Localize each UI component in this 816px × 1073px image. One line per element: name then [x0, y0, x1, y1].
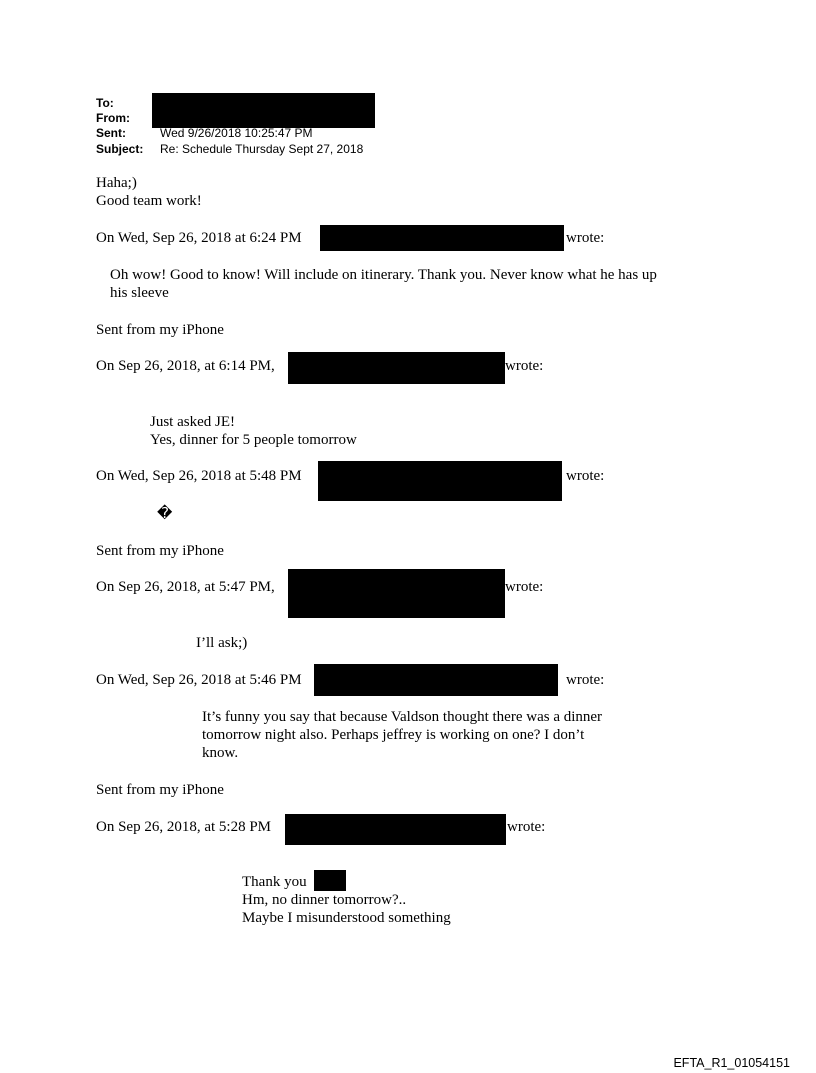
subject-value: Re: Schedule Thursday Sept 27, 2018	[160, 142, 364, 156]
quote3-glyph: �	[157, 506, 173, 522]
redaction-header	[152, 93, 375, 128]
quote2-attribution: On Sep 26, 2018, at 6:14 PM,	[96, 358, 275, 374]
quote6-line-1: Thank you	[242, 874, 307, 890]
quote5-line-3: know.	[202, 745, 239, 761]
reply-line-1: Haha;)	[96, 175, 137, 191]
quote5-line-2: tomorrow night also. Perhaps jeffrey is working on one? I don’t	[202, 727, 585, 743]
quote6-attribution: On Sep 26, 2018, at 5:28 PM	[96, 819, 272, 835]
quote4-attribution: On Sep 26, 2018, at 5:47 PM,	[96, 579, 275, 595]
quote2-line-1: Just asked JE!	[150, 414, 235, 430]
quote5-wrote: wrote:	[566, 672, 605, 688]
quote6-line-3: Maybe I misunderstood something	[242, 910, 451, 926]
reply-line-2: Good team work!	[96, 193, 202, 209]
sent-value: Wed 9/26/2018 10:25:47 PM	[160, 126, 313, 140]
to-label: To:	[96, 96, 114, 110]
quote3-wrote: wrote:	[566, 468, 605, 484]
redaction-q1	[320, 225, 564, 251]
sent-label: Sent:	[96, 126, 126, 140]
quote6-line-2: Hm, no dinner tomorrow?..	[242, 892, 407, 908]
quote1-wrote: wrote:	[566, 230, 605, 246]
from-label: From:	[96, 111, 130, 125]
redaction-q6	[285, 814, 506, 845]
document-id: EFTA_R1_01054151	[673, 1056, 790, 1070]
signature-1: Sent from my iPhone	[96, 322, 224, 338]
subject-label: Subject:	[96, 142, 144, 156]
redaction-q3	[318, 461, 562, 501]
quote5-attribution: On Wed, Sep 26, 2018 at 5:46 PM	[96, 672, 302, 688]
quote1-attribution: On Wed, Sep 26, 2018 at 6:24 PM	[96, 230, 302, 246]
quote2-line-2: Yes, dinner for 5 people tomorrow	[150, 432, 357, 448]
redaction-q5	[314, 664, 558, 696]
quote5-line-1: It’s funny you say that because Valdson thought there was a dinner	[202, 709, 603, 725]
quote2-wrote: wrote:	[505, 358, 544, 374]
redaction-name	[314, 870, 346, 891]
quote4-wrote: wrote:	[505, 579, 544, 595]
signature-2: Sent from my iPhone	[96, 543, 224, 559]
quote1-line-2: his sleeve	[110, 285, 169, 301]
quote1-line-1: Oh wow! Good to know! Will include on itinerary. Thank you. Never know what he has up	[110, 267, 657, 283]
signature-3: Sent from my iPhone	[96, 782, 224, 798]
quote4-line: I’ll ask;)	[196, 635, 248, 651]
quote6-wrote: wrote:	[507, 819, 546, 835]
redaction-q4	[288, 569, 505, 618]
redaction-q2	[288, 352, 505, 384]
quote3-attribution: On Wed, Sep 26, 2018 at 5:48 PM	[96, 468, 302, 484]
